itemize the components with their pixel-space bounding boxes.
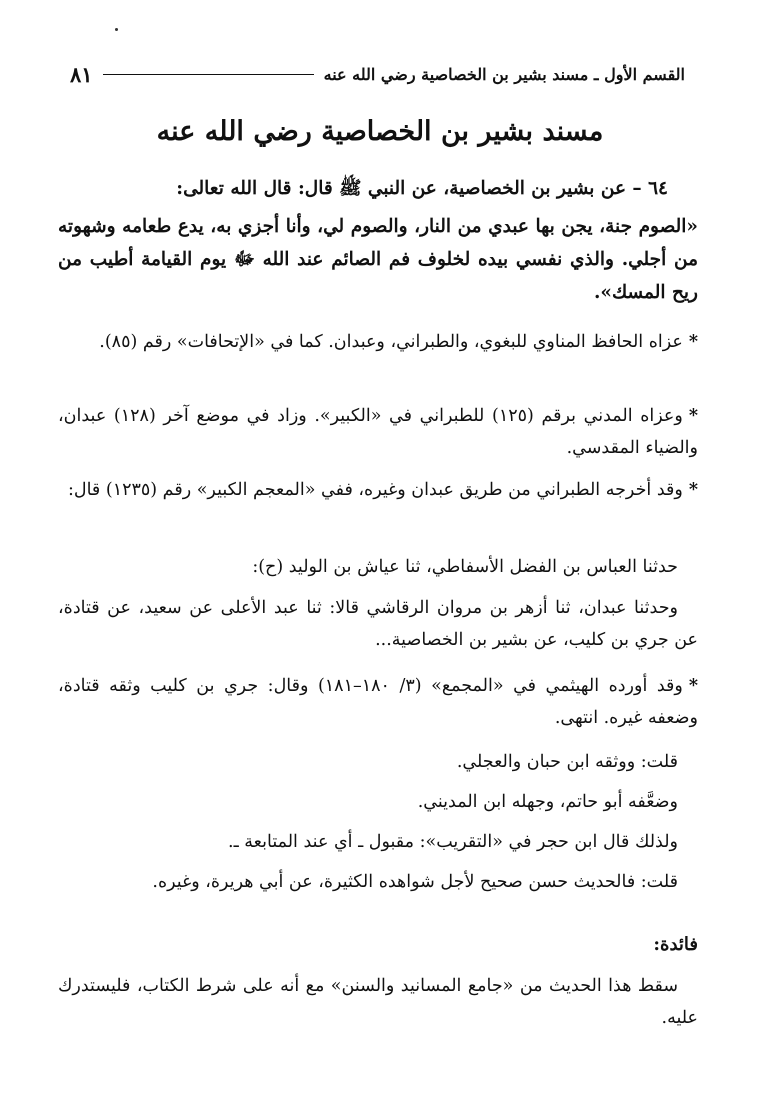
note-3-text: وقد أخرجه الطبراني من طريق عبدان وغيره، ففي «المعجم الكبير» رقم (١٢٣٥) قال: (67, 480, 683, 500)
chain-1: حدثنا العباس بن الفضل الأسفاطي، ثنا عياش بن الوليد (ح): (252, 557, 678, 577)
comment-line-4: قلت: فالحديث حسن صحيح لأجل شواهده الكثيرة، عن أبي هريرة، وغيره. (152, 872, 678, 892)
page-number: ٨١ (70, 61, 93, 87)
note-2 (58, 400, 698, 464)
faida-heading: فائدة: (653, 934, 698, 955)
hadith-intro (58, 172, 698, 205)
asterisk-icon: * (688, 480, 698, 500)
asterisk-icon: * (688, 332, 698, 352)
hadith-intro-text: ٦٤ – عن بشير بن الخصاصية، عن النبي ﷺ قال: قال الله تعالى: (176, 178, 668, 199)
hadith-text: «الصوم جنة، يجن بها عبدي من النار، والصوم لي، وأنا أجزي به، يدع طعامه وشهوته من أجلي. والذي نفسي بيده لخلوف فم الصائم عند الله ﷻ يوم القيامة أطيب من ريح المسك». (58, 216, 698, 303)
note-3 (58, 474, 698, 506)
note-2-text: وعزاه المدني برقم (١٢٥) للطبراني في «الكبير». وزاد في موضع آخر (١٢٨) عبدان، والضياء المقدسي. (58, 406, 698, 458)
asterisk-icon: * (688, 406, 698, 426)
asterisk-icon: * (688, 676, 698, 696)
chapter-title: مسند بشير بن الخصاصية رضي الله عنه (156, 116, 604, 147)
header-rule (103, 74, 314, 75)
note-4 (58, 670, 698, 734)
faida-text: سقط هذا الحديث من «جامع المسانيد والسنن» مع أنه على شرط الكتاب، فليستدرك عليه. (58, 976, 698, 1028)
running-title: القسم الأول ـ مسند بشير بن الخصاصية رضي الله عنه (323, 64, 685, 84)
note-4-text: وقد أورده الهيثمي في «المجمع» (٣/ ١٨٠–١٨١) وقال: جري بن كليب وثقه قتادة، وضعفه غيره. انتهى. (58, 676, 698, 728)
running-header (70, 58, 685, 90)
comment-line-3: ولذلك قال ابن حجر في «التقريب»: مقبول ـ أي عند المتابعة ـ. (228, 832, 678, 852)
print-speck (115, 28, 118, 31)
comment-line-2: وضعَّفه أبو حاتم، وجهله ابن المديني. (417, 792, 678, 812)
note-1-text: عزاه الحافظ المناوي للبغوي، والطبراني، وعبدان. كما في «الإتحافات» رقم (٨٥). (99, 332, 683, 352)
note-1 (58, 326, 698, 358)
comment-line-1: قلت: ووثقه ابن حبان والعجلي. (456, 752, 678, 772)
chain-2: وحدثنا عبدان، ثنا أزهر بن مروان الرقاشي قالا: ثنا عبد الأعلى عن سعيد، عن قتادة، عن جري بن كليب، عن بشير بن الخصاصية... (58, 598, 698, 650)
